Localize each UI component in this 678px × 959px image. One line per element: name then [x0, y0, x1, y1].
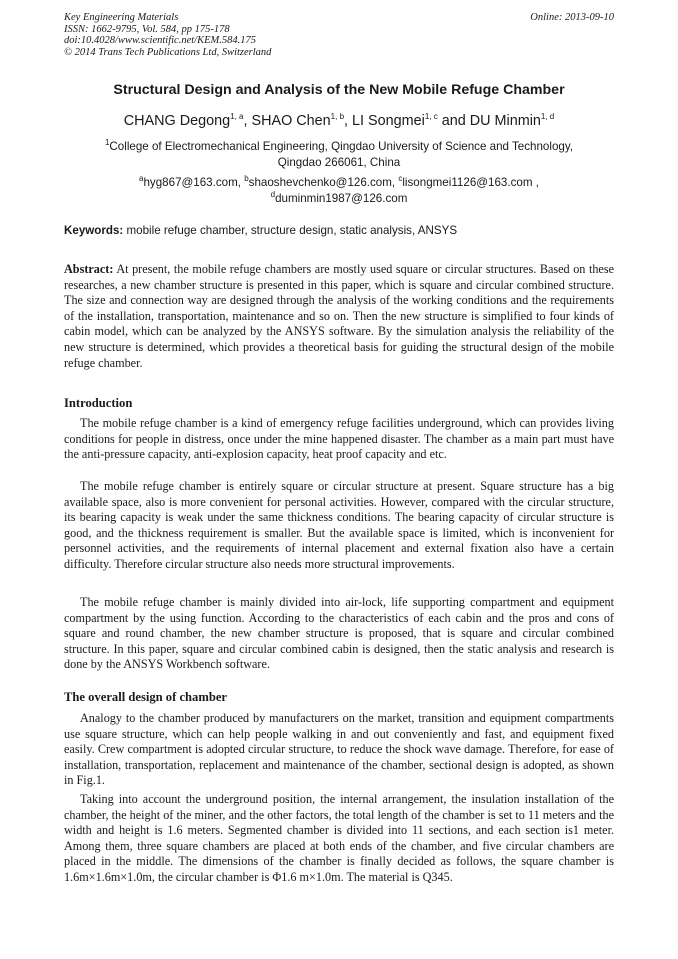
author-superscript: 1, d [540, 112, 555, 122]
affiliation-line: College of Electromechanical Engineering, Qingdao University of Science and Technology, [109, 140, 574, 153]
section-heading-introduction: Introduction [64, 396, 133, 410]
email-address: duminmin1987@126.com [275, 191, 408, 205]
author-name: LI Songmei [352, 113, 425, 129]
author-separator: , [344, 113, 353, 129]
author-emails [70, 175, 608, 206]
paragraph: Taking into account the underground position, the internal arrangement, the insulation installation of the chamber, the height of the miner, and the other factors, the total length of the chamber is set to 11 meters and the width and height is 1.6 meters. Segmented chamber is divided into 11 sections, and each section is1 meter. Among them, three square chambers are placed at both ends of the chamber, and five circular chambers are placed in the middle. The dimensions of the chamber is finally decided as follows, the square chamber is 1.6m×1.6m×1.0m, the circular chamber is Φ1.6 m×1.0m. The material is Q345. [64, 792, 614, 884]
email-address: shaoshevchenko@126.com, [248, 176, 399, 189]
issn-line: ISSN: 1662-9795, Vol. 584, pp 175-178 [64, 23, 230, 35]
affiliation-line: Qingdao 266061, China [277, 155, 401, 169]
email-address: lisongmei1126@163.com , [402, 176, 539, 189]
paragraph: Analogy to the chamber produced by manufacturers on the market, transition and equipment compartments use square structure, which can help people walking in and out conveniently and fast, and equipment fixed easily. Crew compartment is adopted circular structure, to reduce the shock wave damage. Therefore, for ease of installation, transportation, replacement and maintenance of the chamber, sectional design is adopted, as shown in Fig.1. [64, 711, 614, 788]
author-name: CHANG Degong [123, 113, 231, 129]
email-superscript: b [244, 174, 249, 184]
abstract [64, 262, 614, 371]
abstract-label: Abstract: [64, 262, 114, 276]
email-superscript: c [398, 174, 403, 184]
author-name: SHAO Chen [251, 113, 331, 129]
keywords-label: Keywords: [64, 224, 124, 237]
section-heading-overall-design: The overall design of chamber [64, 690, 228, 704]
doi-line: doi:10.4028/www.scientific.net/KEM.584.175 [64, 35, 256, 47]
affiliation [70, 139, 608, 170]
email-address: hyg867@163.com, [143, 176, 245, 189]
author-superscript: 1, c [424, 112, 438, 122]
journal-name: Key Engineering Materials [64, 12, 179, 23]
author-superscript: 1, a [230, 112, 244, 122]
author-separator: , [243, 113, 252, 129]
journal-metadata [64, 12, 271, 58]
online-date: Online: 2013-09-10 [530, 12, 614, 23]
copyright-line: © 2014 Trans Tech Publications Ltd, Switzerland [64, 46, 272, 58]
affiliation-superscript: 1 [104, 138, 110, 148]
author-list [40, 113, 638, 129]
author-name: DU Minmin [469, 113, 541, 129]
abstract-text: At present, the mobile refuge chambers are mostly used square or circular structures. Based on these researches, a new chamber structure is presented in this paper, which is square and circular combined structure. The size and connection way are designed through the analysis of the working conditions and the requirements of the installation, transportation, maintenance and so on. Then the new structure is simplified to four kinds of cabin model, which can be analyzed by the ANSYS software. By the simulation analysis the reliability of the new structure is determined, which provides a theoretical basis for guiding the structural design of the mobile refuge chamber. [64, 262, 614, 370]
paragraph: The mobile refuge chamber is mainly divided into air-lock, life supporting compartment and equipment compartment by the using function. According to the characteristics of each cabin and the pros and cons of square and round chamber, the new chamber structure is proposed, that is square and circular combined structure. In this paper, square and circular combined cabin is designed, then the static analysis and research is done by the ANSYS Workbench software. [64, 595, 614, 672]
paper-title: Structural Design and Analysis of the New Mobile Refuge Chamber [113, 82, 565, 98]
email-superscript: d [270, 189, 276, 199]
paragraph: The mobile refuge chamber is entirely square or circular structure at present. Square structure has a big available space, also is more convenient for personal activities. However, compared with the circular structure, its bearing capacity is weak under the same thickness conditions. The bearing capacity of circular structure is good, and the thickness requirement is smaller. But the available space is limited, which is inconvenient for personnel activities, and the requirements of internal placement and external fixation also have a certain difficulty. Therefore circular structure also needs more structural improvements. [64, 479, 614, 571]
author-superscript: 1, b [330, 112, 345, 122]
keywords [64, 224, 624, 237]
keywords-text: mobile refuge chamber, structure design, static analysis, ANSYS [123, 224, 458, 237]
email-superscript: a [139, 174, 144, 184]
paragraph: The mobile refuge chamber is a kind of emergency refuge facilities underground, which can provides living conditions for people in distress, once under the mine happened disaster. The chamber as a main part must have the anti-pressure capacity, anti-explosion capacity, heat proof capacity and etc. [64, 416, 614, 462]
author-separator: and [437, 113, 470, 129]
